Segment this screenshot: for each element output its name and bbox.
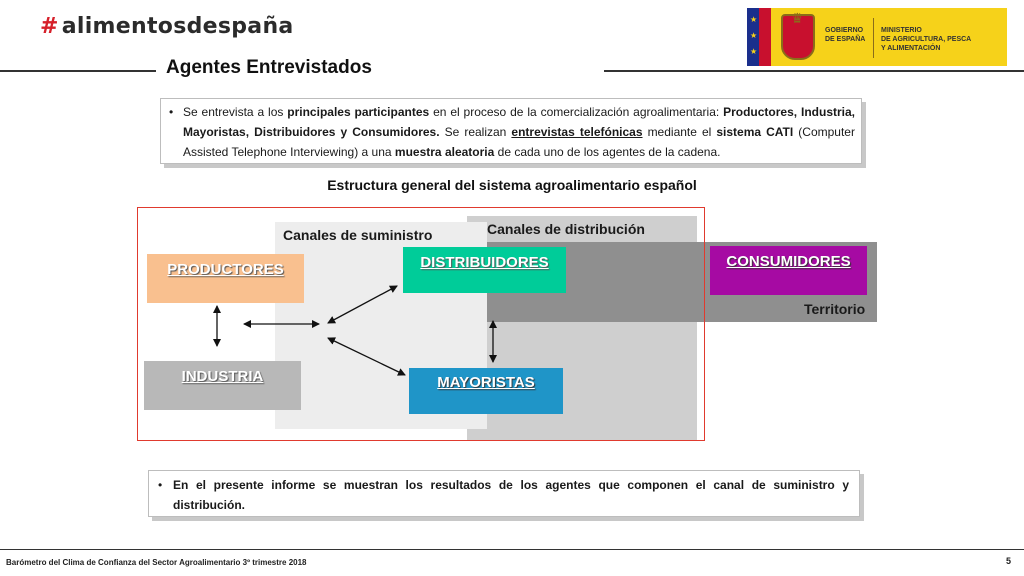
territorio-label: Territorio <box>804 301 866 317</box>
gov-logo-divider <box>873 18 874 58</box>
diagram-title: Estructura general del sistema agroalimentario español <box>327 177 697 193</box>
canales-distribucion-label: Canales de distribución <box>487 221 645 237</box>
node-productores: PRODUCTORES <box>147 254 304 303</box>
footer-text: Barómetro del Clima de Confianza del Sector Agroalimentario 3º trimestre 2018 <box>6 558 307 567</box>
alimentos-de-espana-logo: # alimentosdespaña <box>40 14 294 39</box>
node-distribuidores: DISTRIBUIDORES <box>403 247 566 293</box>
title-rule-left <box>0 70 156 72</box>
ministerio-label: MINISTERIO DE AGRICULTURA, PESCA Y ALIMENTACIÓN <box>881 27 972 52</box>
node-mayoristas: MAYORISTAS <box>409 368 563 414</box>
footer-rule <box>0 549 1024 550</box>
eu-spain-flag-icon: ★ ★ ★ <box>747 8 771 66</box>
node-industria: INDUSTRIA <box>144 361 301 410</box>
bullet-icon: • <box>169 105 174 119</box>
canales-suministro-label: Canales de suministro <box>283 227 433 243</box>
page-title: Agentes Entrevistados <box>166 57 372 78</box>
intro-text-box: • Se entrevista a los principales participantes en el proceso de la comercialización agroalimentaria: Productores, Industria, Mayoristas, Distribuidores y Consumidores. Se realizan entrevistas telefónicas mediante el sistema CATI (Computer Assisted Telephone Interviewing) a una muestra aleatoria de cada uno de los agentes de la cadena. <box>160 98 862 164</box>
coat-of-arms-icon <box>781 14 815 60</box>
gobierno-espana-logo <box>747 8 1007 66</box>
title-rule-right <box>604 70 1024 72</box>
bullet-icon: • <box>158 478 163 492</box>
page-number: 5 <box>1006 556 1012 566</box>
conclusion-text-box: • En el presente informe se muestran los resultados de los agentes que componen el canal de suministro y distribución. <box>148 470 860 517</box>
node-consumidores: CONSUMIDORES <box>710 246 867 295</box>
gobierno-label: GOBIERNO DE ESPAÑA <box>825 27 866 43</box>
